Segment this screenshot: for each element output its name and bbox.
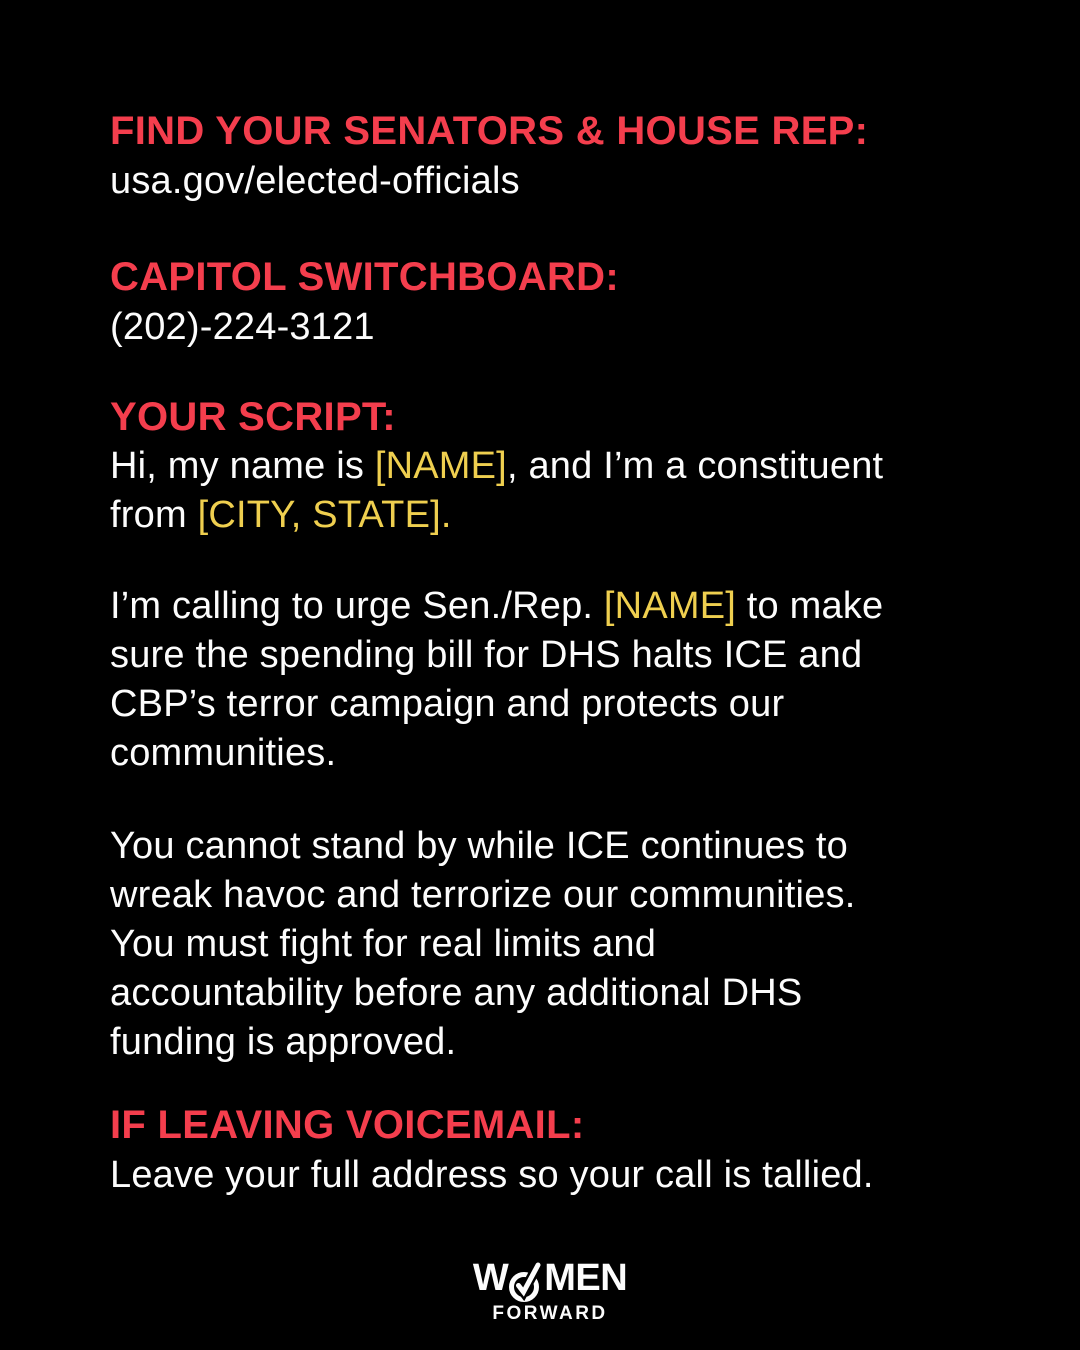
checkmark-circle-icon: [509, 1258, 543, 1304]
script-line: You must fight for real limits and: [110, 923, 657, 965]
logo-subtitle: FORWARD: [492, 1303, 608, 1324]
logo-letters-men: MEN: [544, 1257, 628, 1299]
script-line: funding is approved.: [110, 1021, 457, 1063]
voicemail-heading: IF LEAVING VOICEMAIL:: [110, 1103, 585, 1147]
script-line: You cannot stand by while ICE continues to: [110, 825, 848, 867]
section-script: [110, 392, 990, 1067]
script-heading: YOUR SCRIPT:: [110, 395, 396, 439]
find-officials-heading: FIND YOUR SENATORS & HOUSE REP:: [110, 109, 869, 153]
placeholder-name: [NAME]: [374, 445, 507, 487]
script-text: Hi, my name is: [110, 445, 375, 487]
script-text: to make: [736, 585, 884, 627]
switchboard-phone: (202)-224-3121: [110, 306, 375, 348]
section-switchboard: [110, 252, 990, 352]
placeholder-city-state: [CITY, STATE].: [197, 494, 452, 536]
switchboard-heading: CAPITOL SWITCHBOARD:: [110, 255, 619, 299]
script-paragraph-ask: [110, 582, 990, 778]
script-line: wreak havoc and terrorize our communities.: [110, 874, 856, 916]
logo-letter-w: W: [472, 1257, 509, 1299]
find-officials-url: usa.gov/elected-officials: [110, 160, 520, 202]
women-forward-logo: [110, 1255, 990, 1325]
script-text: from: [110, 494, 198, 536]
script-text: , and I’m a constituent: [506, 445, 884, 487]
section-voicemail: [110, 1100, 990, 1200]
script-line: sure the spending bill for DHS halts ICE and: [110, 634, 863, 676]
script-paragraph-demand: [110, 822, 990, 1067]
script-paragraph-intro: [110, 442, 990, 540]
section-find-officials: [110, 106, 990, 206]
script-line: [110, 442, 990, 491]
script-line: communities.: [110, 732, 337, 774]
script-line: [110, 491, 990, 540]
placeholder-name: [NAME]: [603, 585, 737, 627]
logo-wordmark: [473, 1255, 627, 1301]
script-line: accountability before any additional DHS: [110, 972, 803, 1014]
script-text: I’m calling to urge Sen./Rep.: [110, 585, 604, 627]
voicemail-body: Leave your full address so your call is tallied.: [110, 1154, 874, 1196]
script-line: CBP’s terror campaign and protects our: [110, 683, 785, 725]
script-line: [110, 582, 990, 631]
